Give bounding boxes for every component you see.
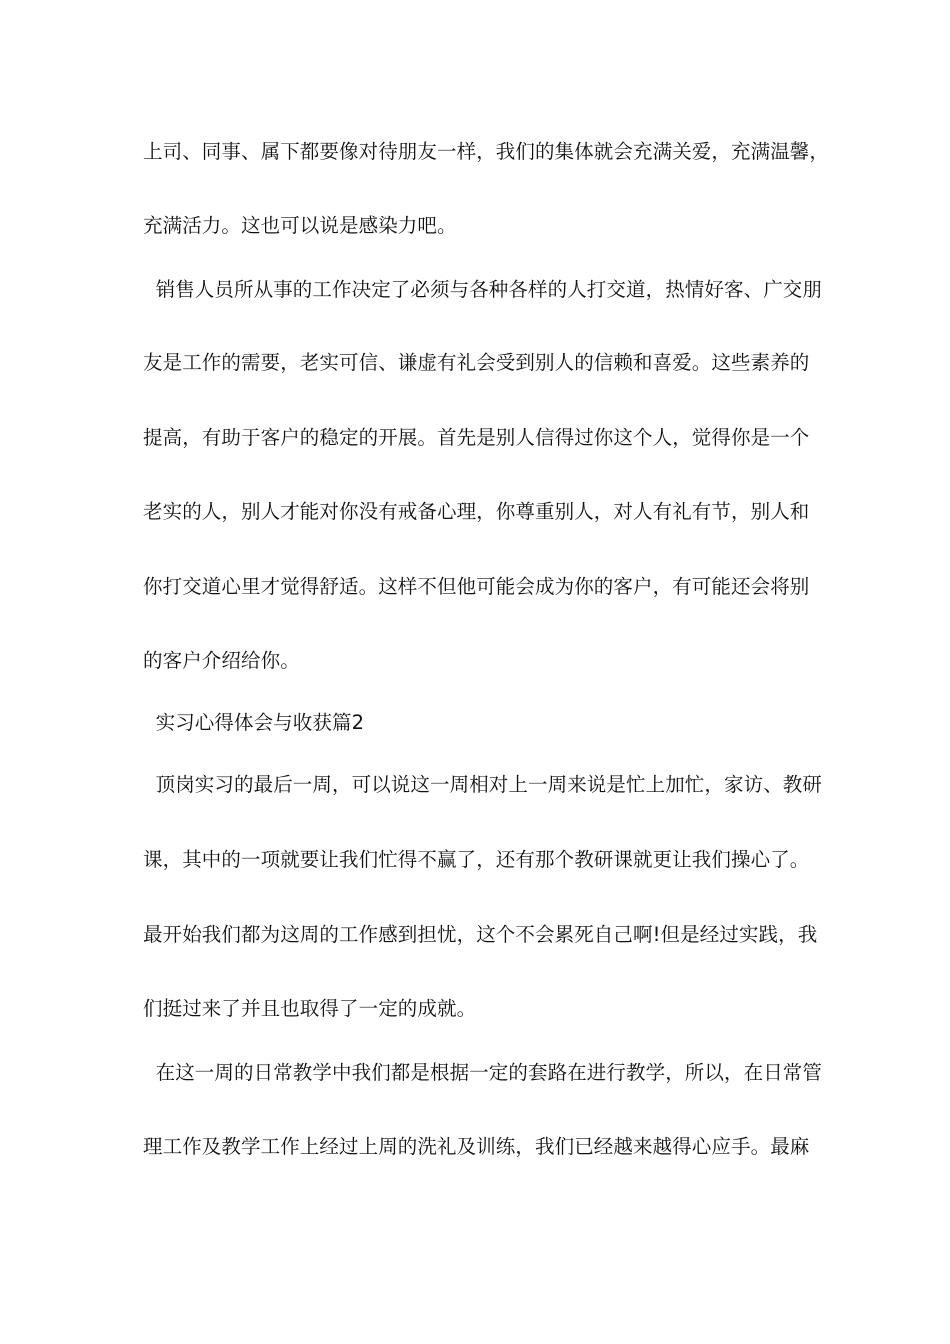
- text-line: 老实的人，别人才能对你没有戒备心理，你尊重别人，对人有礼有节，别人和: [143, 500, 810, 523]
- text-line: 最开始我们都为这周的工作感到担忧，这个不会累死自己啊!但是经过实践，我: [143, 923, 818, 946]
- text-line: 你打交道心里才觉得舒适。这样不但他可能会成为你的客户，有可能还会将别: [143, 575, 810, 598]
- section-heading: 实习心得体会与收获篇2: [143, 711, 365, 734]
- paragraph-start-line: 顶岗实习的最后一周，可以说这一周相对上一周来说是忙上加忙，家访、教研: [143, 773, 822, 796]
- text-line: 友是工作的需要，老实可信、谦虚有礼会受到别人的信赖和喜爱。这些素养的: [143, 351, 810, 374]
- text-line: 课，其中的一项就要让我们忙得不赢了，还有那个教研课就更让我们操心了。: [143, 848, 810, 871]
- text-line: 充满活力。这也可以说是感染力吧。: [143, 214, 457, 237]
- text-line: 提高，有助于客户的稳定的开展。首先是别人信得过你这个人，觉得你是一个: [143, 426, 810, 449]
- paragraph-start-line: 在这一周的日常教学中我们都是根据一定的套路在进行教学，所以，在日常管: [143, 1061, 822, 1084]
- text-line: 理工作及教学工作上经过上周的洗礼及训练，我们已经越来越得心应手。最麻: [143, 1135, 810, 1158]
- text-line: 上司、同事、属下都要像对待朋友一样，我们的集体就会充满关爱，充满温馨，: [143, 140, 830, 163]
- paragraph-start-line: 销售人员所从事的工作决定了必须与各种各样的人打交道，热情好客、广交朋: [143, 278, 822, 301]
- text-line: 的客户介绍给你。: [143, 649, 300, 672]
- text-line: 们挺过来了并且也取得了一定的成就。: [143, 997, 477, 1020]
